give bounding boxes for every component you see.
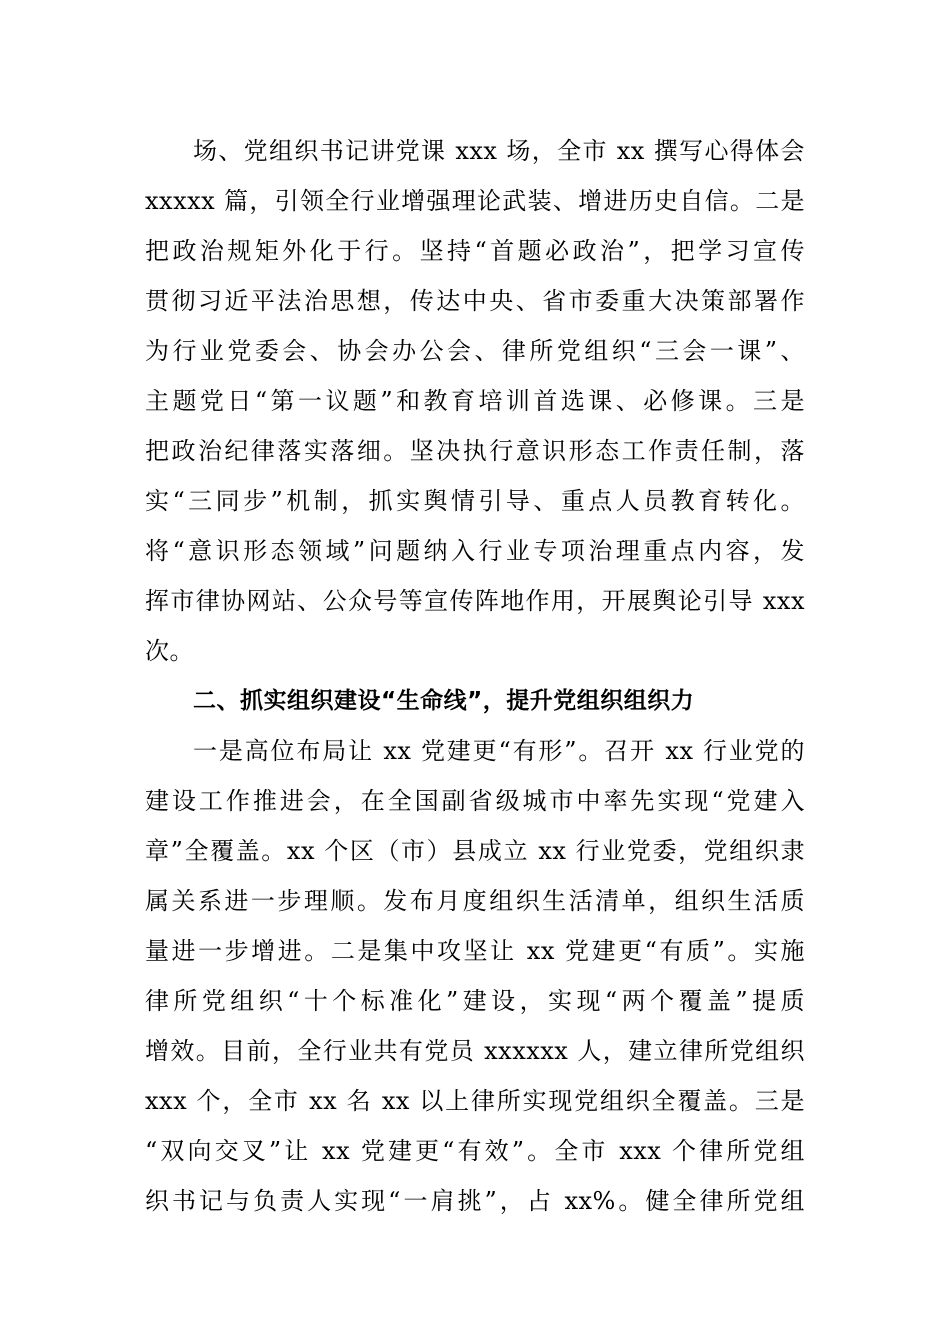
paragraph-line: 挥市律协网站、公众号等宣传阵地作用，开展舆论引导 xxx [145, 587, 805, 615]
paragraph-line: 章”全覆盖。xx 个区（市）县成立 xx 行业党委，党组织隶 [145, 837, 805, 865]
section-heading: 二、抓实组织建设“生命线”，提升党组织组织力 [193, 688, 695, 714]
paragraph-line: 贯彻习近平法治思想，传达中央、省市委重大决策部署作 [145, 287, 805, 315]
paragraph-line: 律所党组织“十个标准化”建设，实现“两个覆盖”提质 [145, 987, 805, 1015]
paragraph-line: 建设工作推进会，在全国副省级城市中率先实现“党建入 [145, 787, 805, 815]
paragraph-line: 把政治纪律落实落细。坚决执行意识形态工作责任制，落 [145, 437, 805, 465]
paragraph-line: 量进一步增进。二是集中攻坚让 xx 党建更“有质”。实施 [145, 937, 805, 965]
paragraph-line: 增效。目前，全行业共有党员 xxxxxx 人，建立律所党组织 [145, 1037, 805, 1065]
paragraph-line: 场、党组织书记讲党课 xxx 场，全市 xx 撰写心得体会 [193, 137, 805, 165]
paragraph-line: 将“意识形态领域”问题纳入行业专项治理重点内容，发 [145, 537, 805, 565]
paragraph-line: “双向交叉”让 xx 党建更“有效”。全市 xxx 个律所党组 [145, 1137, 805, 1165]
paragraph-line: 属关系进一步理顺。发布月度组织生活清单，组织生活质 [145, 887, 805, 915]
paragraph-line: xxx 个，全市 xx 名 xx 以上律所实现党组织全覆盖。三是 [145, 1087, 805, 1115]
paragraph-line: 实“三同步”机制，抓实舆情引导、重点人员教育转化。 [145, 487, 805, 515]
paragraph-line: 主题党日“第一议题”和教育培训首选课、必修课。三是 [145, 387, 805, 415]
paragraph-line: 把政治规矩外化于行。坚持“首题必政治”，把学习宣传 [145, 237, 805, 265]
paragraph-line: 织书记与负责人实现“一肩挑”，占 xx%。健全律所党组 [145, 1187, 805, 1215]
paragraph-line: xxxxx 篇，引领全行业增强理论武装、增进历史自信。二是 [145, 187, 805, 215]
paragraph-line: 一是高位布局让 xx 党建更“有形”。召开 xx 行业党的 [193, 737, 805, 765]
paragraph-line: 为行业党委会、协会办公会、律所党组织“三会一课”、 [145, 337, 805, 365]
paragraph-line: 次。 [145, 637, 194, 665]
